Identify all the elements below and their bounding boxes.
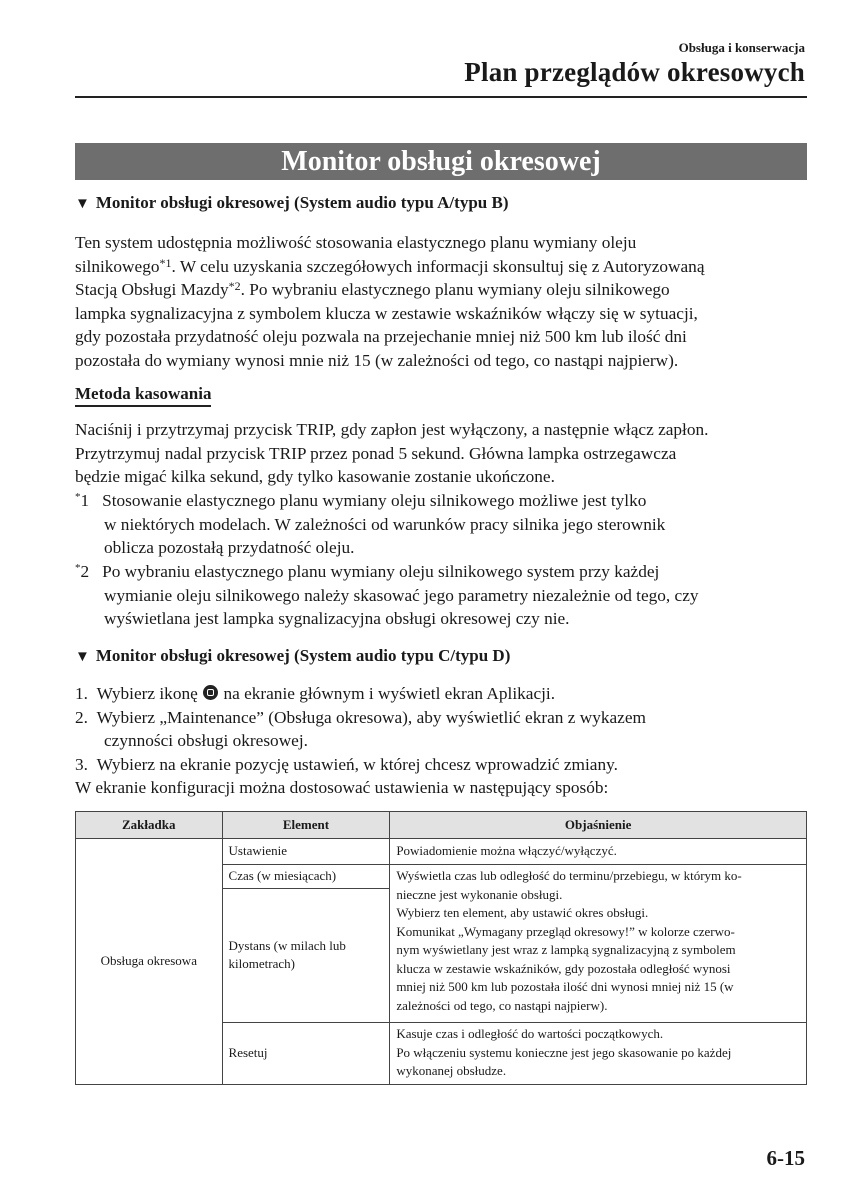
reset-method-heading: Metoda kasowania bbox=[75, 384, 211, 407]
table-cell-tab: Obsługa okresowa bbox=[76, 839, 223, 1085]
triangle-marker-icon: ▼ bbox=[75, 196, 90, 212]
subsection-heading-ab bbox=[75, 193, 508, 213]
text-line: lampka sygnalizacyjna z symbolem klucza w zestawie wskaźników włączy się w sytuacji, bbox=[75, 303, 698, 323]
list-item-continuation: czynności obsługi okresowej. bbox=[104, 731, 308, 750]
text-fragment: Stosowanie elastycznego planu wymiany oleju silnikowego możliwe jest tylko bbox=[102, 491, 647, 510]
text-fragment: Wybierz „Maintenance” (Obsługa okresowa), aby wyświetlić ekran z wykazem bbox=[96, 707, 646, 727]
text-fragment: Stacją Obsługi Mazdy bbox=[75, 280, 229, 299]
list-item bbox=[75, 753, 810, 777]
list-item bbox=[75, 706, 810, 730]
text-line: Przytrzymuj nadal przycisk TRIP przez ponad 5 sekund. Główna lampka ostrzegawcza bbox=[75, 443, 677, 463]
footnote-1 bbox=[75, 489, 810, 560]
table-cell-desc: Powiadomienie można włączyć/wyłączyć. bbox=[390, 839, 807, 865]
footnote-star: * bbox=[75, 562, 81, 574]
step-number: 2. bbox=[75, 707, 88, 727]
subsection-heading-cd bbox=[75, 646, 510, 666]
topic-banner: Monitor obsługi okresowej bbox=[75, 143, 807, 180]
text-line: pozostała do wymiany wynosi mnie niż 15 (w zależności od tego, co nastąpi najpierw). bbox=[75, 350, 679, 370]
text-line: oblicza pozostałą przydatność oleju. bbox=[104, 538, 355, 557]
text-fragment: silnikowego bbox=[75, 256, 160, 276]
column-header: Element bbox=[222, 812, 390, 839]
reset-paragraph bbox=[75, 418, 810, 489]
text-fragment: Wybierz ikonę bbox=[96, 684, 198, 703]
text-line: Komunikat „Wymagany przegląd okresowy!” w kolorze czerwo- bbox=[396, 923, 735, 939]
table-cell-element: Czas (w miesiącach) bbox=[222, 865, 390, 889]
subsection-title: Monitor obsługi okresowej (System audio typu A/typu B) bbox=[95, 193, 509, 212]
text-line: Dystans (w milach lub bbox=[228, 937, 346, 953]
text-fragment: Po wybraniu elastycznego planu wymiany oleju silnikowego system przy każdej bbox=[102, 562, 660, 581]
subsection-title: Monitor obsługi okresowej (System audio typu C/typu D) bbox=[95, 646, 511, 665]
table-cell-element bbox=[222, 888, 390, 1022]
text-line: wymianie oleju silnikowego należy skasować jego parametry niezależnie od tego, czy bbox=[104, 585, 699, 605]
text-line: mniej niż 500 km lub pozostała ilość dni wynosi mniej niż 15 (w bbox=[396, 979, 734, 994]
chapter-title: Obsługa i konserwacja bbox=[678, 40, 805, 55]
steps-list bbox=[75, 682, 810, 800]
text-line: W ekranie konfiguracji można dostosować ustawienia w następujący sposób: bbox=[75, 778, 609, 797]
text-line: będzie migać kilka sekund, gdy tylko kasowanie zostanie ukończone. bbox=[75, 467, 555, 486]
text-line: Wybierz ten element, aby ustawić okres obsługi. bbox=[396, 905, 649, 920]
text-line: Naciśnij i przytrzymaj przycisk TRIP, gdy zapłon jest wyłączony, a następnie włącz zapłon. bbox=[75, 420, 709, 439]
table-cell-element: Ustawienie bbox=[222, 839, 390, 865]
text-line: Po włączeniu systemu konieczne jest jego skasowanie po każdej bbox=[396, 1044, 732, 1060]
page-number: 6-15 bbox=[766, 1146, 805, 1170]
step-number: 1. bbox=[75, 684, 88, 703]
table-header-row bbox=[76, 812, 807, 839]
footnote-star: * bbox=[75, 491, 81, 503]
text-line: w niektórych modelach. W zależności od warunków pracy silnika jego sterownik bbox=[104, 514, 666, 534]
text-line: zależności od tego, co nastąpi najpierw). bbox=[396, 997, 608, 1013]
text-line: klucza w zestawie wskaźników, gdy pozostała odległość wynosi bbox=[396, 960, 731, 976]
text-line: wyświetlana jest lampka sygnalizacyjna obsługi okresowej czy nie. bbox=[104, 609, 570, 628]
table-cell-element: Resetuj bbox=[222, 1022, 390, 1084]
step-number: 3. bbox=[75, 754, 88, 774]
text-fragment: na ekranie głównym i wyświetl ekran Aplikacji. bbox=[223, 684, 556, 703]
footnote-number: 1 bbox=[80, 491, 90, 510]
footnote-ref: *1 bbox=[159, 255, 172, 270]
list-item bbox=[75, 682, 810, 706]
applications-icon bbox=[203, 685, 218, 700]
text-line: Wyświetla czas lub odległość do terminu/przebiegu, w którym ko- bbox=[396, 868, 742, 883]
text-line bbox=[75, 278, 810, 302]
text-line: gdy pozostała przydatność oleju pozwala na przejechanie mniej niż 500 km lub ilość dni bbox=[75, 327, 687, 346]
footnote-2 bbox=[75, 560, 810, 631]
text-line: nieczne jest wykonanie obsługi. bbox=[396, 886, 563, 902]
text-line bbox=[75, 489, 810, 513]
intro-paragraph bbox=[75, 231, 810, 372]
footnote-number: 2 bbox=[80, 562, 90, 581]
header-rule bbox=[75, 96, 807, 98]
column-header: Zakładka bbox=[76, 812, 223, 839]
text-line: Kasuje czas i odległość do wartości początkowych. bbox=[396, 1026, 664, 1042]
text-line bbox=[75, 255, 810, 279]
text-fragment: . Po wybraniu elastycznego planu wymiany oleju silnikowego bbox=[240, 280, 670, 299]
text-line bbox=[75, 560, 810, 584]
text-line: nym wyświetlany jest wraz z lampką sygnalizacyjną z symbolem bbox=[396, 942, 736, 957]
text-line: kilometrach) bbox=[228, 956, 295, 971]
footnote-ref: *2 bbox=[228, 279, 241, 293]
text-line: wykonanej obsłudze. bbox=[396, 1063, 507, 1079]
section-title: Plan przeglądów okresowych bbox=[464, 57, 805, 87]
settings-table bbox=[75, 811, 807, 1085]
text-fragment: . W celu uzyskania szczegółowych informacji skonsultuj się z Autoryzowaną bbox=[171, 256, 705, 276]
text-fragment: Wybierz na ekranie pozycję ustawień, w której chcesz wprowadzić zmiany. bbox=[96, 754, 618, 774]
triangle-marker-icon: ▼ bbox=[75, 649, 90, 665]
table-row bbox=[76, 839, 807, 865]
table-cell-desc bbox=[390, 1022, 807, 1084]
column-header: Objaśnienie bbox=[390, 812, 807, 839]
text-line: Ten system udostępnia możliwość stosowania elastycznego planu wymiany oleju bbox=[75, 233, 637, 252]
table-cell-desc bbox=[390, 865, 807, 1023]
